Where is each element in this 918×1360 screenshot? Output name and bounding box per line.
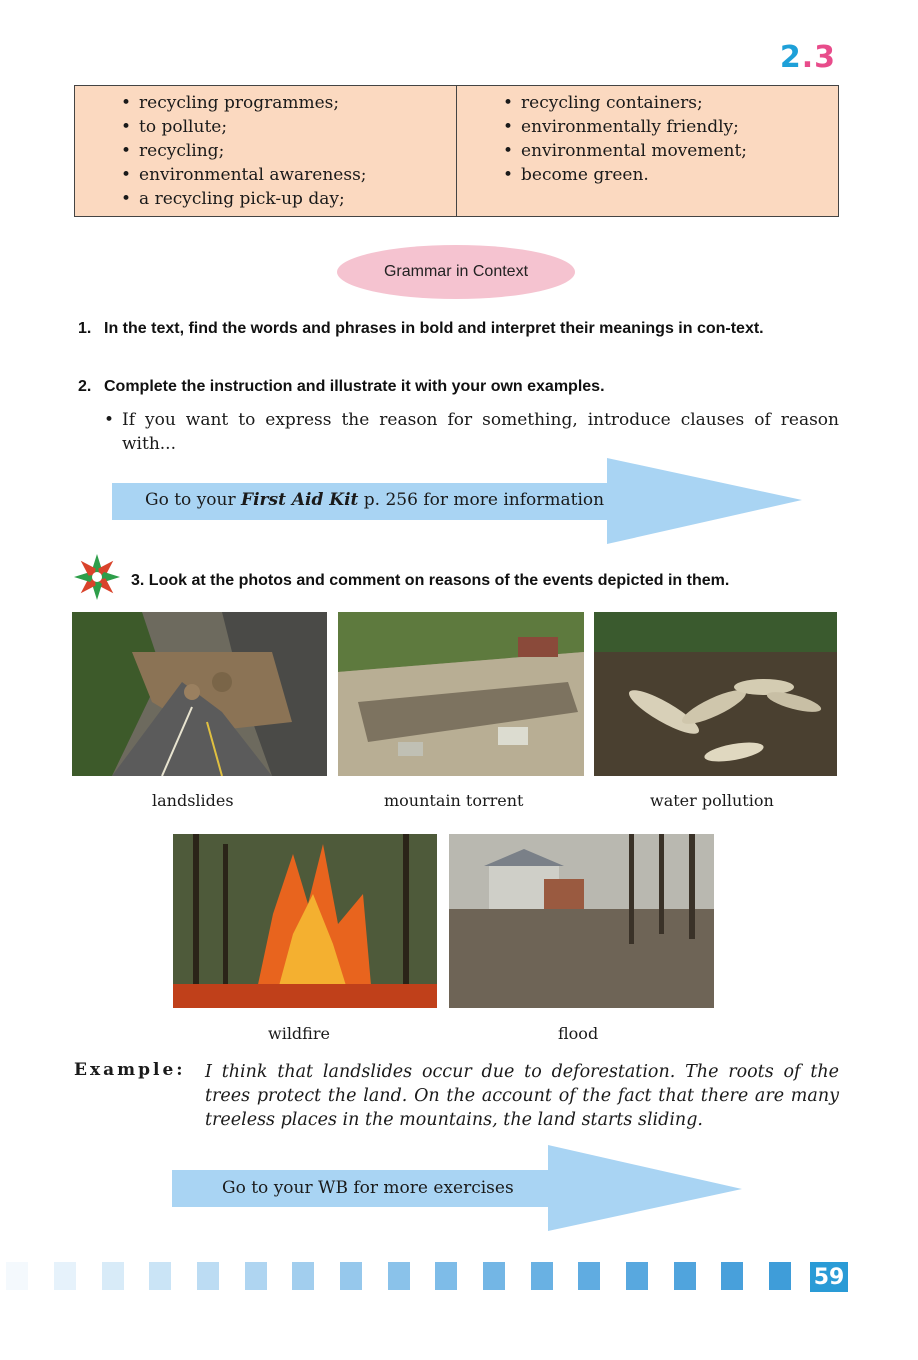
caption-mountain-torrent: mountain torrent [384,791,524,810]
caption-flood: flood [558,1024,599,1043]
first-aid-kit-arrow: Go to your First Aid Kit p. 256 for more information [112,458,802,544]
vocab-item: • to pollute; [121,115,456,139]
wildfire-photo [173,834,437,1008]
example-text: I think that landslides occur due to deforestation. The roots of the trees protect the land. On the account of the fact that there are many treeless places in the mountains, the land starts sliding. [205,1062,839,1130]
vocab-item: • recycling; [121,139,456,163]
vocab-column-right [457,86,838,216]
task-1-text: In the text, find the words and phrases in bold and interpret their meanings in con-text. [104,320,764,337]
water-pollution-photo [594,612,837,776]
task-2: 2. Complete the instruction and illustrate it with your own examples. [78,376,839,398]
example-label: Example: [74,1060,186,1080]
task-3-text: 3. Look at the photos and comment on reasons of the events depicted in them. [131,572,730,589]
mountain-torrent-photo [338,612,584,776]
workbook-arrow: Go to your WB for more exercises [172,1145,742,1231]
landslides-photo [72,612,327,776]
vocab-column-left [75,86,457,216]
vocab-item: • become green. [503,163,838,187]
vocabulary-box [74,85,839,217]
vocab-item: • a recycling pick-up day; [121,187,456,211]
section-number: 2.3 [779,40,836,75]
star-icon [73,553,121,601]
flood-photo [449,834,714,1008]
vocab-item: • environmental awareness; [121,163,456,187]
caption-wildfire: wildfire [268,1024,330,1043]
grammar-in-context-heading: Grammar in Context [337,245,575,299]
vocab-item: • environmentally friendly; [503,115,838,139]
footer-decoration [0,1262,810,1292]
caption-landslides: landslides [152,791,234,810]
task-2-bullet: • If you want to express the reason for something, introduce clauses of reason with... [104,410,839,454]
caption-water-pollution: water pollution [650,791,774,810]
task-2-text: Complete the instruction and illustrate it with your own examples. [104,378,605,395]
task-1: 1. In the text, find the words and phrases in bold and interpret their meanings in con-text. [78,318,839,340]
vocab-item: • environmental movement; [503,139,838,163]
vocab-item: • recycling containers; [503,91,838,115]
vocab-item: • recycling programmes; [121,91,456,115]
page-number: 59 [810,1262,848,1292]
